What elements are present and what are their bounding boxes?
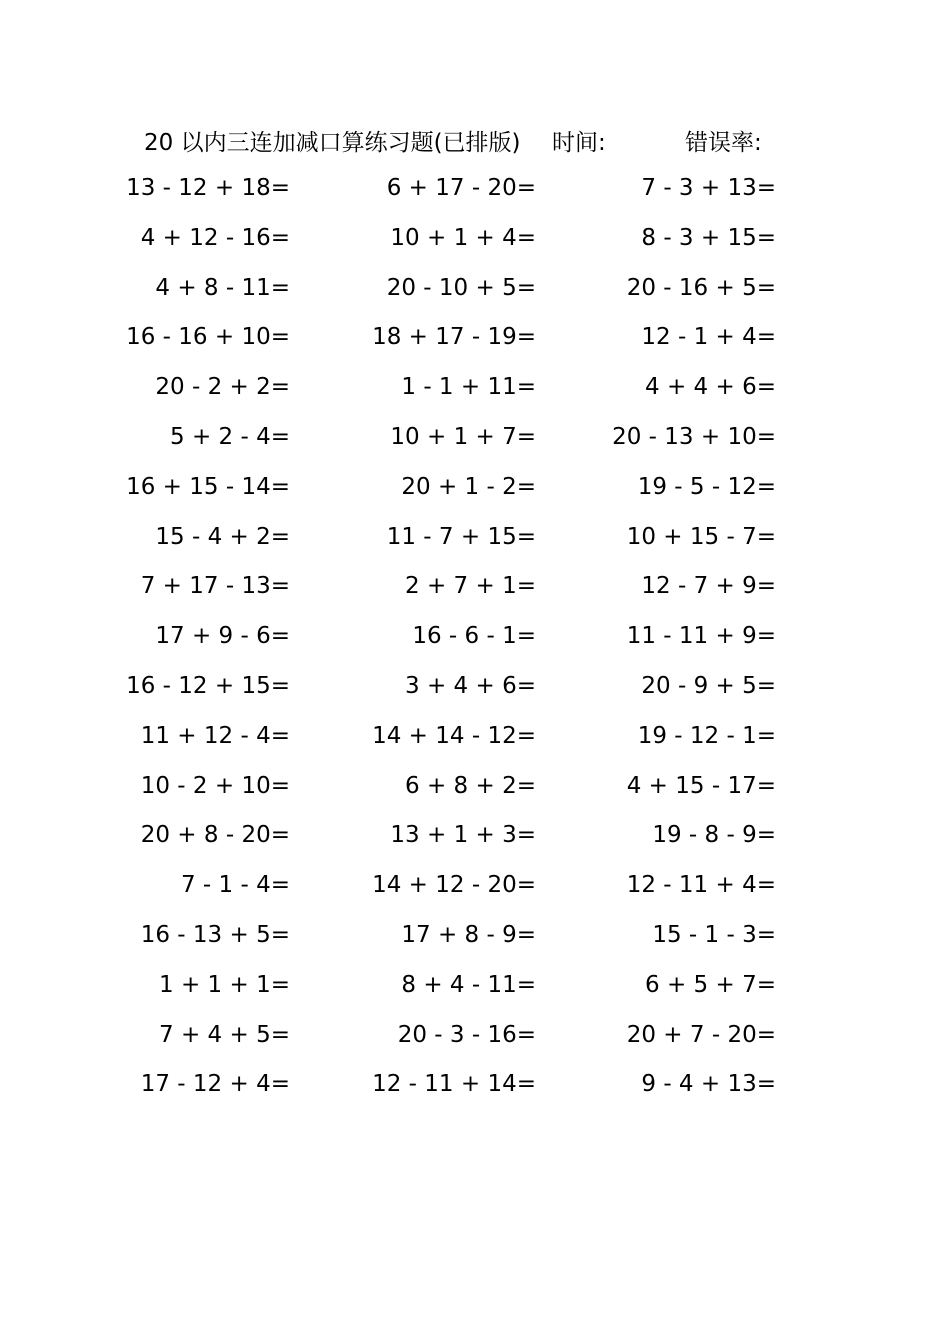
problem-item: 17 + 9 - 6= [155, 623, 290, 650]
problem-item: 16 + 15 - 14= [126, 473, 290, 500]
problem-item: 17 + 8 - 9= [401, 921, 536, 948]
problem-item: 8 - 3 + 15= [641, 224, 776, 251]
problem-item: 4 + 4 + 6= [645, 374, 776, 401]
problem-item: 8 + 4 - 11= [401, 971, 536, 998]
problem-item: 7 + 4 + 5= [159, 1021, 290, 1048]
problem-item: 3 + 4 + 6= [405, 672, 536, 699]
problem-item: 1 - 1 + 11= [401, 374, 536, 401]
problem-item: 20 - 10 + 5= [386, 274, 536, 301]
problem-item: 7 + 17 - 13= [140, 573, 290, 600]
problem-item: 4 + 12 - 16= [140, 224, 290, 251]
problem-item: 20 - 13 + 10= [612, 423, 776, 450]
problem-item: 9 - 4 + 13= [641, 1071, 776, 1098]
problem-item: 16 - 13 + 5= [140, 921, 290, 948]
problem-item: 11 + 12 - 4= [140, 722, 290, 749]
problem-row [0, 171, 950, 221]
problem-item: 20 + 1 - 2= [401, 473, 536, 500]
worksheet-title: 20 以内三连加减口算练习题(已排版) [144, 130, 521, 156]
problem-item: 20 - 3 - 16= [397, 1021, 536, 1048]
problem-item: 6 + 5 + 7= [645, 971, 776, 998]
problem-item: 10 + 15 - 7= [626, 523, 776, 550]
problem-item: 4 + 15 - 17= [626, 772, 776, 799]
problem-item: 20 - 2 + 2= [155, 374, 290, 401]
error-rate-label: 错误率: [685, 130, 762, 156]
problem-row [0, 818, 950, 868]
problem-item: 19 - 8 - 9= [652, 822, 776, 849]
problem-row [0, 1018, 950, 1068]
problem-row [0, 569, 950, 619]
problem-item: 6 + 17 - 20= [386, 175, 536, 201]
problem-item: 13 + 1 + 3= [390, 822, 536, 849]
problem-item: 17 - 12 + 4= [140, 1071, 290, 1098]
problem-item: 20 + 7 - 20= [626, 1021, 776, 1048]
problem-row [0, 1067, 950, 1117]
problem-item: 12 - 11 + 14= [372, 1071, 536, 1098]
problem-item: 16 - 6 - 1= [412, 623, 536, 650]
problem-item: 13 - 12 + 18= [126, 175, 290, 201]
problem-row [0, 719, 950, 769]
problem-item: 2 + 7 + 1= [405, 573, 536, 600]
problem-item: 12 - 1 + 4= [641, 324, 776, 351]
worksheet-header [0, 124, 950, 160]
problem-item: 18 + 17 - 19= [372, 324, 536, 351]
problem-row [0, 968, 950, 1018]
problem-item: 11 - 7 + 15= [386, 523, 536, 550]
problem-row [0, 221, 950, 271]
problem-item: 16 - 12 + 15= [126, 672, 290, 699]
problem-item: 4 + 8 - 11= [155, 274, 290, 301]
problem-row [0, 470, 950, 520]
problem-row [0, 769, 950, 819]
time-label: 时间: [552, 130, 606, 156]
problem-item: 20 - 9 + 5= [641, 672, 776, 699]
problem-row [0, 370, 950, 420]
problem-item: 14 + 12 - 20= [372, 872, 536, 899]
problem-item: 6 + 8 + 2= [405, 772, 536, 799]
problem-row [0, 420, 950, 470]
problem-item: 10 + 1 + 7= [390, 423, 536, 450]
problem-item: 14 + 14 - 12= [372, 722, 536, 749]
problem-row [0, 918, 950, 968]
problem-item: 10 - 2 + 10= [140, 772, 290, 799]
problem-row [0, 320, 950, 370]
problem-item: 20 + 8 - 20= [140, 822, 290, 849]
problem-grid [0, 171, 950, 1117]
problem-row [0, 669, 950, 719]
problem-item: 19 - 12 - 1= [637, 722, 776, 749]
problem-row [0, 520, 950, 570]
problem-item: 20 - 16 + 5= [626, 274, 776, 301]
problem-item: 11 - 11 + 9= [626, 623, 776, 650]
problem-item: 12 - 7 + 9= [641, 573, 776, 600]
problem-item: 7 - 1 - 4= [180, 872, 290, 899]
problem-item: 10 + 1 + 4= [390, 224, 536, 251]
problem-row [0, 619, 950, 669]
problem-item: 15 - 1 - 3= [652, 921, 776, 948]
problem-item: 5 + 2 - 4= [170, 423, 290, 450]
problem-item: 16 - 16 + 10= [126, 324, 290, 351]
problem-item: 15 - 4 + 2= [155, 523, 290, 550]
problem-item: 19 - 5 - 12= [637, 473, 776, 500]
problem-item: 1 + 1 + 1= [159, 971, 290, 998]
problem-row [0, 271, 950, 321]
problem-item: 7 - 3 + 13= [641, 175, 776, 201]
problem-row [0, 868, 950, 918]
problem-item: 12 - 11 + 4= [626, 872, 776, 899]
